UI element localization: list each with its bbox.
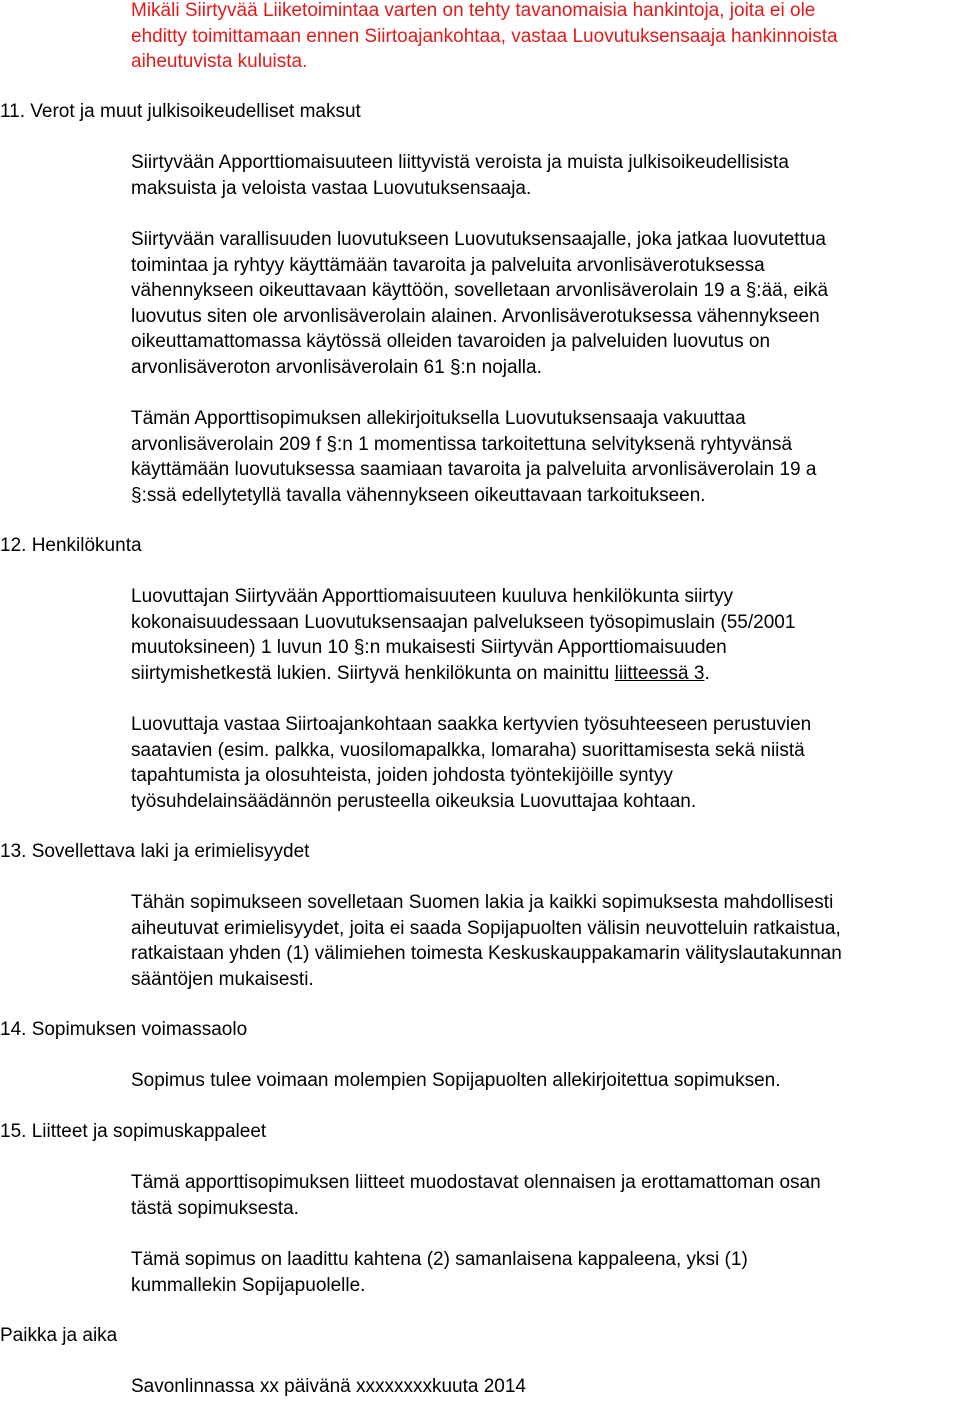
text-line: toimintaa ja ryhtyy käyttämään tavaroita ja palveluita arvonlisäverotuksessa	[131, 254, 765, 276]
section-heading-11: 11. Verot ja muut julkisoikeudelliset maksut	[0, 101, 361, 122]
text-line: Mikäli Siirtyvää Liiketoimintaa varten on tehty tavanomaisia hankintoja, joita ei ole	[131, 0, 816, 21]
section-heading-12: 12. Henkilökunta	[0, 535, 142, 556]
text-line: Tähän sopimukseen sovelletaan Suomen lakia ja kaikki sopimuksesta mahdollisesti	[131, 892, 834, 913]
text-line: työsuhdelainsäädännön perusteella oikeuksia Luovuttajaa kohtaan.	[131, 790, 697, 812]
text-line: Sopimus tulee voimaan molempien Sopijapuolten allekirjoitettua sopimuksen.	[131, 1070, 781, 1091]
text-line: oikeuttamattomassa käytössä olleiden tavaroiden ja palveluiden luovutus on	[131, 331, 771, 353]
text-line: aiheutuvat erimielisyydet, joita ei saada Sopijapuolten välisin neuvotteluin ratkaistua,	[131, 917, 841, 939]
text-line: ehditty toimittamaan ennen Siirtoajankohtaa, vastaa Luovutuksensaaja hankinnoista	[131, 25, 838, 47]
section-11-paragraph-1	[131, 150, 960, 201]
section-15-paragraph-2	[131, 1247, 960, 1298]
intro-red-paragraph	[131, 0, 960, 75]
text-line: saatavien (esim. palkka, vuosilomapalkka, lomaraha) suorittamisesta sekä niistä	[131, 739, 805, 761]
text-line: Savonlinnassa xx päivänä xxxxxxxxkuuta 2014	[131, 1376, 527, 1397]
appendix-3-link[interactable]: liitteessä 3	[614, 662, 705, 684]
place-date-line	[131, 1374, 960, 1400]
section-heading-13: 13. Sovellettava laki ja erimielisyydet	[0, 841, 310, 862]
text-line: muutoksineen) 1 luvun 10 §:n mukaisesti Siirtyvän Apporttiomaisuuden	[131, 637, 727, 659]
text-line: Siirtyvään varallisuuden luovutukseen Luovutuksensaajalle, joka jatkaa luovutettua	[131, 229, 826, 250]
text-line: sääntöjen mukaisesti.	[131, 968, 314, 990]
text-line: §:ssä edellytetyllä tavalla vähennykseen oikeuttavaan tarkoitukseen.	[131, 484, 706, 506]
text-span: siirtymishetkestä lukien. Siirtyvä henkilökunta on mainittu	[131, 662, 615, 684]
section-12-paragraph-2	[131, 712, 960, 814]
section-11-paragraph-3	[131, 406, 960, 508]
section-heading-15: 15. Liitteet ja sopimuskappaleet	[0, 1121, 267, 1142]
section-13-paragraph-1	[131, 890, 960, 992]
section-heading-14: 14. Sopimuksen voimassaolo	[0, 1019, 248, 1040]
text-line: kokonaisuudessaan Luovutuksensaajan palvelukseen työsopimuslain (55/2001	[131, 611, 796, 633]
section-12-paragraph-1	[131, 584, 960, 686]
text-line: ratkaistaan yhden (1) välimiehen toimesta Keskuskauppakamarin välityslautakunnan	[131, 943, 842, 965]
text-line: Tämän Apporttisopimuksen allekirjoituksella Luovutuksensaaja vakuuttaa	[131, 408, 746, 429]
section-11-paragraph-2	[131, 227, 960, 381]
text-line: Tämä sopimus on laadittu kahtena (2) samanlaisena kappaleena, yksi (1)	[131, 1249, 748, 1270]
text-line: arvonlisäverolain 209 f §:n 1 momentissa tarkoitettuna selvityksenä ryhtyvänsä	[131, 433, 793, 455]
text-line: tapahtumista ja olosuhteista, joiden johdosta työntekijöille syntyy	[131, 765, 673, 787]
text-line: Tämä apporttisopimuksen liitteet muodostavat olennaisen ja erottamattoman osan	[131, 1172, 821, 1193]
text-line: arvonlisäveroton arvonlisäverolain 61 §:n nojalla.	[131, 356, 542, 378]
text-line: Siirtyvään Apporttiomaisuuteen liittyvistä veroista ja muista julkisoikeudellisista	[131, 152, 789, 173]
text-line: luovutus siten ole arvonlisäverolain alainen. Arvonlisäverotuksessa vähennykseen	[131, 305, 820, 327]
text-line: Luovuttajan Siirtyvään Apporttiomaisuuteen kuuluva henkilökunta siirtyy	[131, 586, 734, 607]
section-14-paragraph-1	[131, 1068, 960, 1094]
text-line: Luovuttaja vastaa Siirtoajankohtaan saakka kertyvien työsuhteeseen perustuvien	[131, 714, 812, 735]
place-date-heading: Paikka ja aika	[0, 1325, 118, 1346]
text-span: .	[704, 662, 710, 684]
text-line: aiheutuvista kuluista.	[131, 51, 308, 73]
text-line: kummallekin Sopijapuolelle.	[131, 1274, 366, 1296]
text-line: tästä sopimuksesta.	[131, 1197, 299, 1219]
text-line	[131, 661, 960, 687]
text-line: maksuista ja veloista vastaa Luovutuksensaaja.	[131, 177, 532, 199]
section-15-paragraph-1	[131, 1170, 960, 1221]
text-line: vähennykseen oikeuttavaan käyttöön, sovelletaan arvonlisäverolain 19 a §:ää, eikä	[131, 280, 829, 302]
text-line: käyttämään luovutuksessa saamiaan tavaroita ja palveluita arvonlisäverolain 19 a	[131, 459, 817, 481]
